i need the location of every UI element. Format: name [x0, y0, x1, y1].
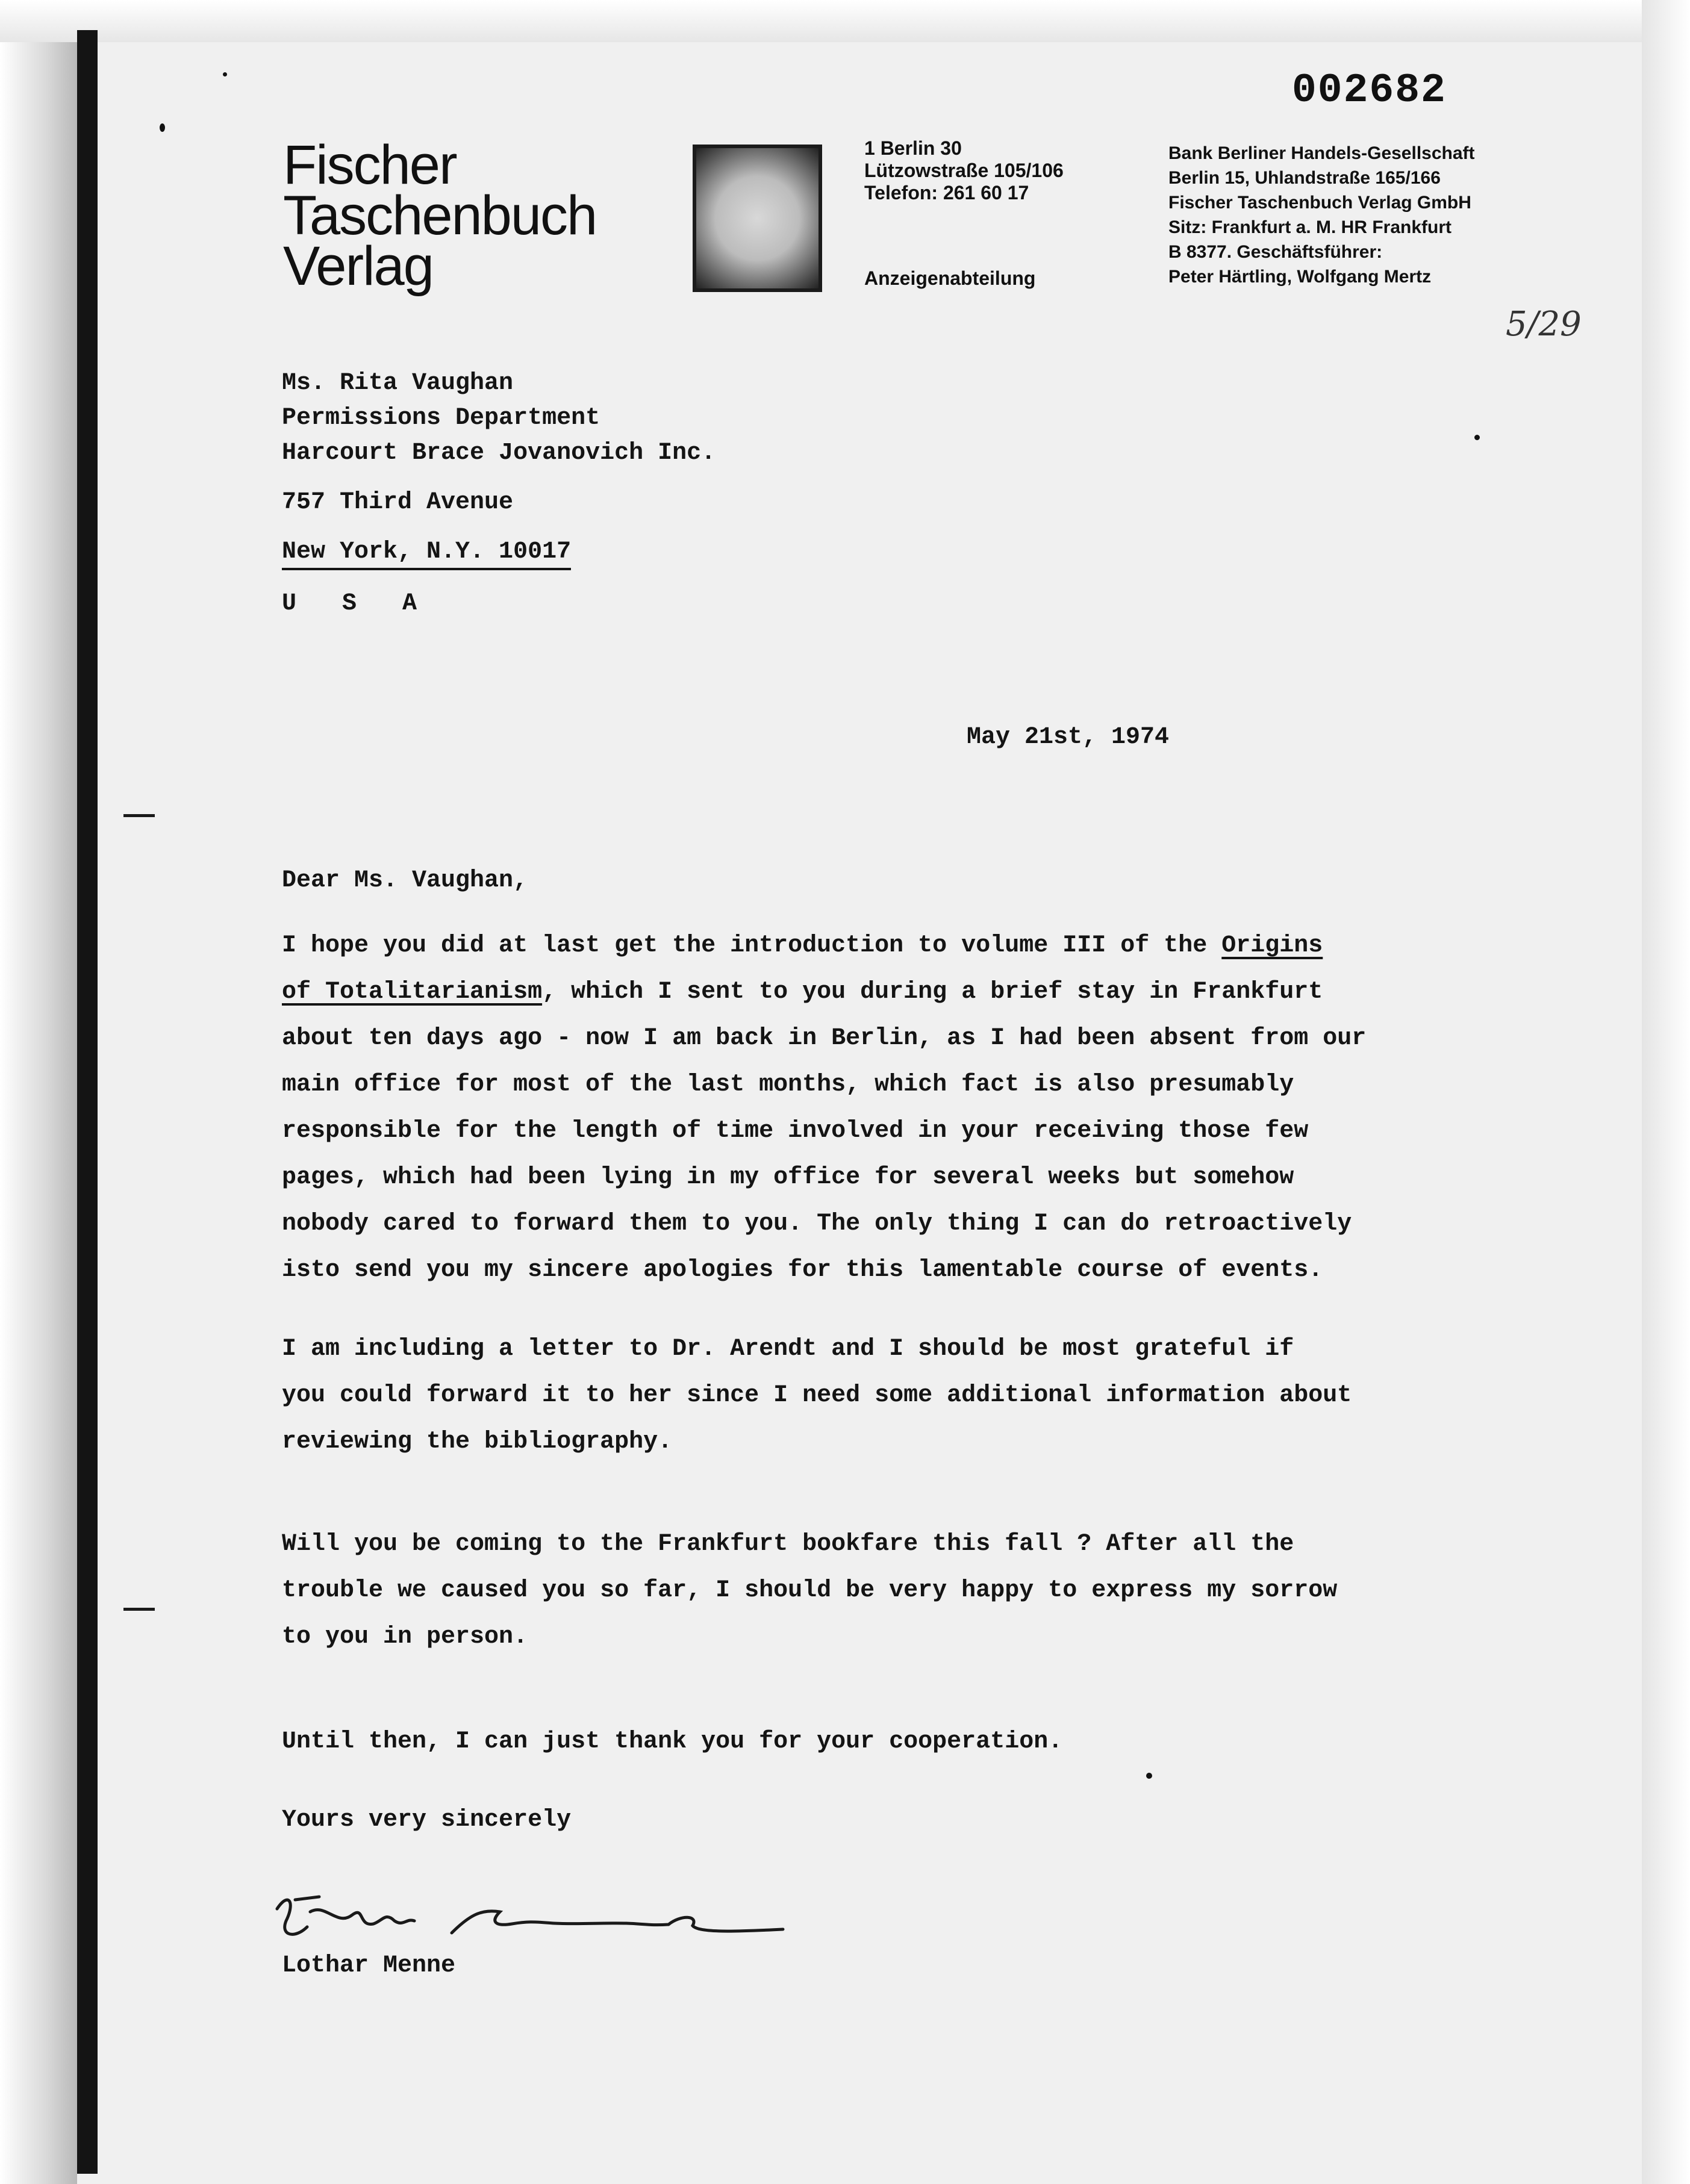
fold-mark	[123, 1608, 155, 1611]
archive-document-number: 002682	[1292, 67, 1447, 114]
scan-left-margin	[0, 0, 77, 2184]
bank-line: B 8377. Geschäftsführer:	[1168, 242, 1383, 262]
brand-line: Verlag	[283, 235, 433, 297]
paragraph-line: main office for most of the last months, which fact is also presumably	[282, 1071, 1294, 1098]
address-line: Lützowstraße 105/106	[864, 160, 1064, 181]
body-paragraph	[282, 1521, 1565, 1660]
speck	[160, 123, 165, 132]
recipient-line: 757 Third Avenue	[282, 489, 514, 516]
speck	[1474, 435, 1480, 440]
signatory-name: Lothar Menne	[282, 1952, 456, 1979]
book-title: of Totalitarianism	[282, 978, 543, 1006]
recipient-line: Ms. Rita Vaughan	[282, 370, 514, 397]
paragraph-line: trouble we caused you so far, I should be very happy to express my sorrow	[282, 1577, 1338, 1604]
department-label: Anzeigenabteilung	[864, 267, 1036, 289]
paragraph-line: to you in person.	[282, 1623, 528, 1650]
book-title: Origins	[1221, 932, 1323, 959]
handwritten-page-mark: 5/29	[1506, 305, 1582, 344]
recipient-address	[282, 366, 716, 570]
publisher-logo	[693, 145, 822, 292]
paragraph-line: nobody cared to forward them to you. The only thing I can do retroactively	[282, 1210, 1352, 1237]
speck	[1146, 1773, 1152, 1779]
address-line: 1 Berlin 30	[864, 137, 962, 159]
paragraph-line: pages, which had been lying in my office for several weeks but somehow	[282, 1164, 1294, 1191]
paragraph-line: about ten days ago - now I am back in Berlin, as I had been absent from our	[282, 1025, 1367, 1052]
brand-line: Taschenbuch	[283, 185, 597, 246]
paragraph-line	[282, 922, 1565, 969]
speck	[223, 72, 227, 76]
recipient-line: Harcourt Brace Jovanovich Inc.	[282, 440, 716, 467]
scan-right-margin	[1642, 0, 1690, 2184]
paragraph-line: isto send you my sincere apologies for this lamentable course of events.	[282, 1257, 1323, 1284]
paragraph-line: you could forward it to her since I need some additional information about	[282, 1382, 1352, 1409]
bank-line: Peter Härtling, Wolfgang Mertz	[1168, 267, 1432, 287]
handwritten-signature	[253, 1855, 795, 1963]
closing: Yours very sincerely	[282, 1806, 572, 1834]
text-run: I hope you did at last get the introduction to volume III of the	[282, 932, 1222, 959]
bank-line: Bank Berliner Handels-Gesellschaft	[1168, 143, 1475, 163]
paragraph-line: reviewing the bibliography.	[282, 1428, 673, 1455]
scan-top-margin	[0, 0, 1690, 42]
fold-mark	[123, 814, 155, 817]
salutation: Dear Ms. Vaughan,	[282, 867, 528, 894]
paragraph-line: Will you be coming to the Frankfurt bookfare this fall ? After all the	[282, 1531, 1294, 1558]
recipient-line: Permissions Department	[282, 405, 600, 432]
paragraph-line: Until then, I can just thank you for your cooperation.	[282, 1728, 1063, 1755]
bank-line: Fischer Taschenbuch Verlag GmbH	[1168, 193, 1471, 213]
brand-line: Fischer	[283, 134, 457, 196]
body-paragraph	[282, 1719, 1565, 1765]
paragraph-line	[282, 969, 1565, 1015]
publisher-brand	[283, 134, 597, 297]
letter-date: May 21st, 1974	[967, 724, 1170, 751]
text-run: , which I sent to you during a brief stay in Frankfurt	[542, 978, 1323, 1006]
bank-line: Berlin 15, Uhlandstraße 165/166	[1168, 168, 1441, 188]
bank-details	[1168, 141, 1475, 289]
recipient-line: New York, N.Y. 10017	[282, 537, 571, 570]
body-paragraph	[282, 922, 1565, 1293]
paragraph-line: I am including a letter to Dr. Arendt and I should be most grateful if	[282, 1336, 1294, 1363]
bank-line: Sitz: Frankfurt a. M. HR Frankfurt	[1168, 217, 1452, 237]
scan-edge-bar	[77, 30, 98, 2174]
body-paragraph	[282, 1326, 1565, 1465]
recipient-country: U S A	[282, 590, 433, 617]
publisher-address	[864, 137, 1064, 204]
address-line: Telefon: 261 60 17	[864, 182, 1029, 204]
paragraph-line: responsible for the length of time involved in your receiving those few	[282, 1118, 1309, 1145]
